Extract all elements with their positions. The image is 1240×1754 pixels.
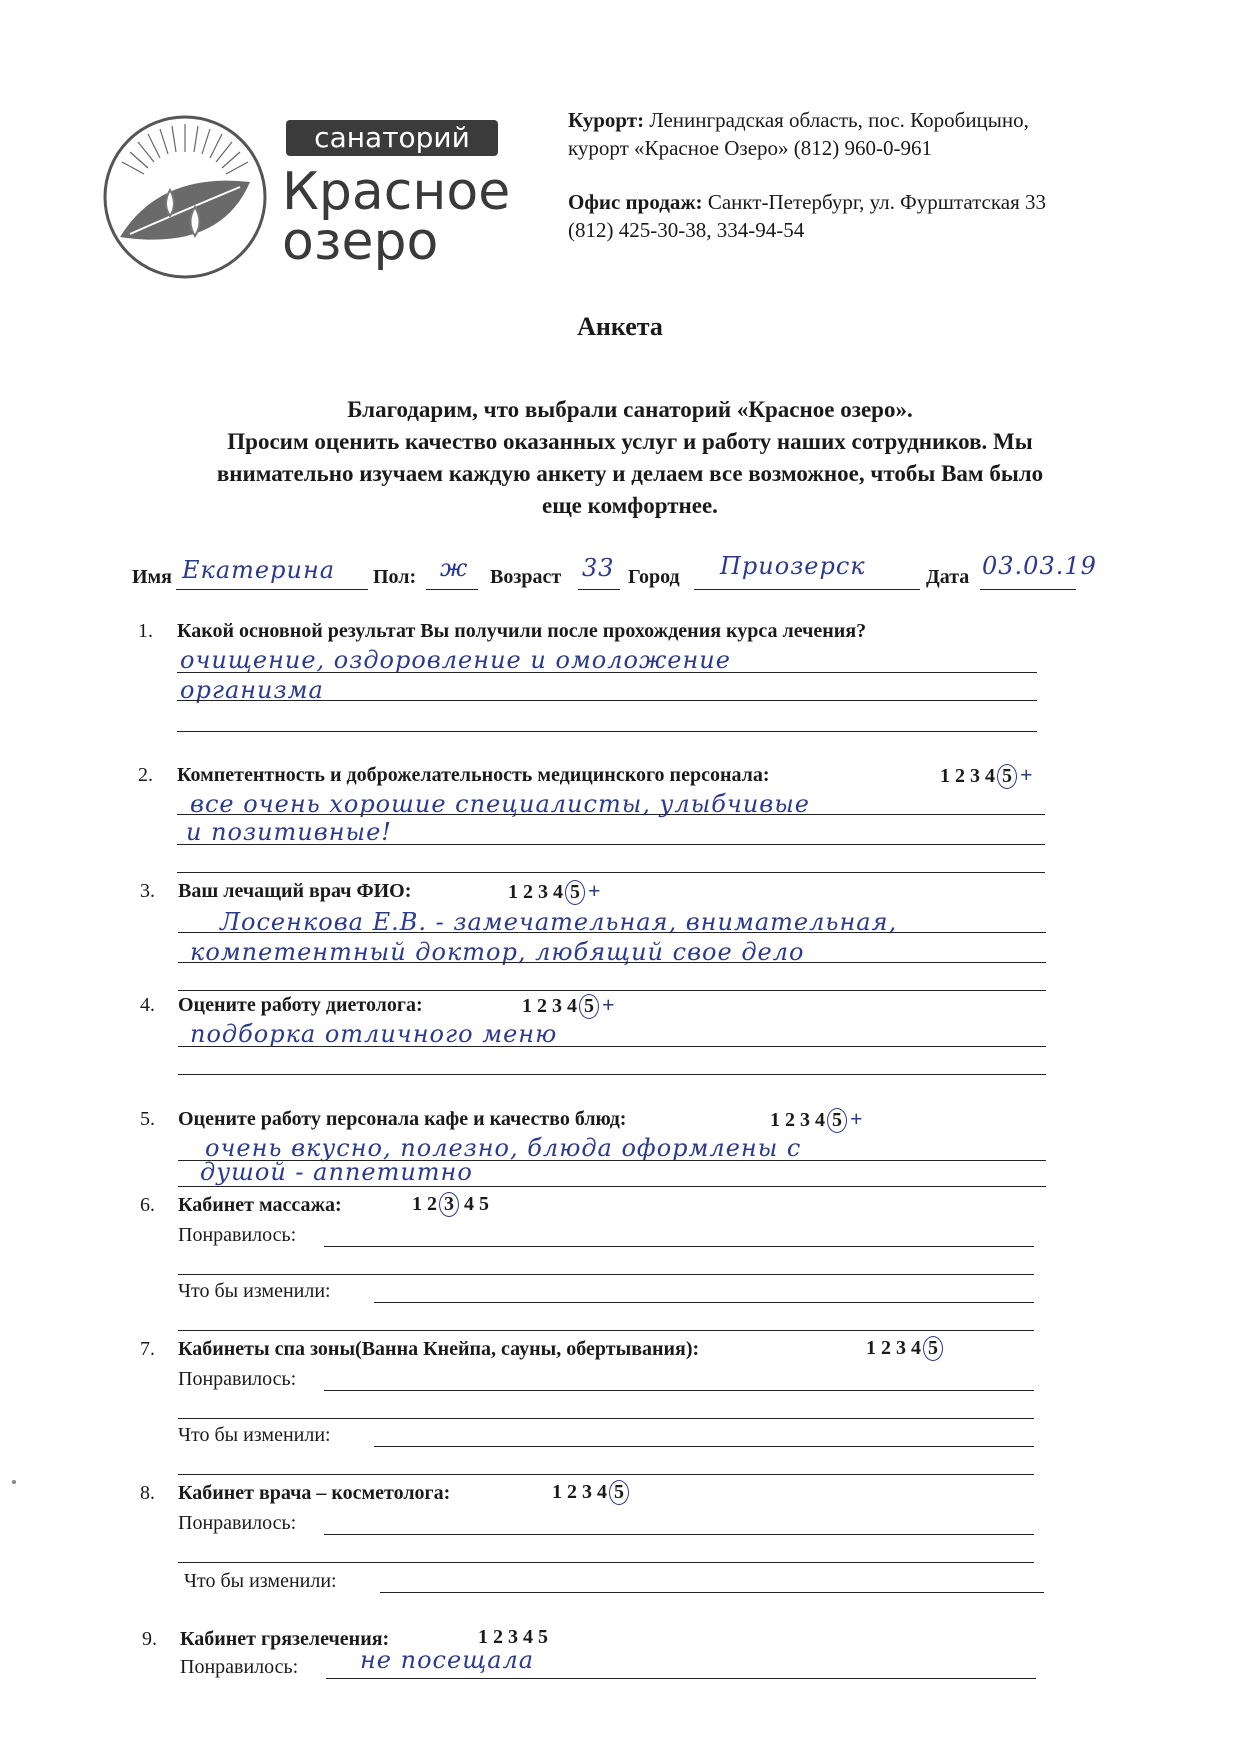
office-line1: Санкт-Петербург, ул. Фурштатская 33 (707, 190, 1046, 214)
change-field[interactable] (380, 1592, 1044, 1593)
rating-selected[interactable]: 5 (827, 1108, 847, 1133)
question-text: Оцените работу персонала кафе и качество блюд: (178, 1108, 627, 1130)
rating-selected[interactable]: 3 (439, 1192, 459, 1217)
liked-field[interactable] (324, 1246, 1034, 1247)
intro-line4: еще комфортнее. (542, 493, 718, 518)
plus-mark: + (1020, 762, 1033, 787)
change-label: Что бы изменили: (178, 1280, 331, 1302)
contacts (568, 106, 1046, 244)
intro-line3: внимательно изучаем каждую анкету и делаем все возможное, чтобы Вам было (216, 461, 1044, 486)
office-line2: (812) 425-30-38, 334-94-54 (568, 218, 805, 242)
logo-emblem-icon (100, 112, 270, 282)
question-number: 8. (140, 1482, 155, 1504)
change-label: Что бы изменили: (184, 1570, 337, 1592)
rating-options[interactable]: 4 5 (464, 1193, 489, 1215)
age-field[interactable]: 33 (582, 554, 615, 582)
question-text: Ваш лечащий врач ФИО: (178, 880, 412, 902)
question-text: Кабинет грязелечения: (180, 1628, 390, 1650)
change-label: Что бы изменили: (178, 1424, 331, 1446)
name-field[interactable]: Екатерина (182, 556, 336, 584)
answer-line[interactable]: очищение, оздоровление и омоложение (180, 646, 731, 674)
plus-mark: + (850, 1106, 863, 1131)
answer-line[interactable]: Лосенкова Е.В. - замечательная, внимательная, (220, 908, 898, 936)
rating-selected[interactable]: 5 (997, 764, 1017, 789)
date-label: Дата (926, 566, 970, 588)
resort-line2: курорт «Красное Озеро» (812) 960-0-961 (568, 136, 933, 160)
liked-label: Понравилось: (178, 1512, 297, 1534)
question-text: Кабинет врача – косметолога: (178, 1482, 451, 1504)
question-number: 6. (140, 1194, 155, 1216)
name-label: Имя (132, 566, 172, 588)
answer-line[interactable]: и позитивные! (186, 818, 392, 846)
logo-badge: санаторий (286, 120, 498, 156)
rating-options[interactable]: 1 2 3 4 (866, 1337, 921, 1359)
rating-scale (508, 878, 601, 905)
rating-scale (522, 992, 615, 1019)
gender-label: Пол: (373, 566, 417, 588)
liked-label: Понравилось: (178, 1368, 297, 1390)
rating-scale (866, 1336, 943, 1361)
logo-name-line1: Красное (282, 162, 511, 222)
rating-options[interactable]: 1 2 3 4 (770, 1109, 825, 1131)
question-text: Какой основной результат Вы получили после прохождения курса лечения? (177, 620, 867, 642)
question-number: 7. (140, 1338, 155, 1360)
resort-line1: Ленинградская область, пос. Коробицыно, (649, 108, 1029, 132)
rating-options[interactable]: 1 2 3 4 (522, 995, 577, 1017)
age-label: Возраст (490, 566, 562, 588)
date-field[interactable]: 03.03.19 (982, 552, 1097, 580)
rating-selected[interactable]: 5 (609, 1480, 629, 1505)
answer-line[interactable]: подборка отличного меню (190, 1020, 558, 1048)
plus-mark: + (588, 878, 601, 903)
answer-line[interactable]: все очень хорошие специалисты, улыбчивые (190, 790, 811, 818)
rating-options[interactable]: 1 2 (412, 1193, 437, 1215)
plus-mark: + (602, 992, 615, 1017)
question-text: Кабинеты спа зоны(Ванна Кнейпа, сауны, обертывания): (178, 1338, 700, 1360)
answer-line[interactable]: очень вкусно, полезно, блюда оформлены с (205, 1134, 802, 1162)
rating-selected[interactable]: 5 (923, 1336, 943, 1361)
change-field[interactable] (374, 1446, 1034, 1447)
rating-scale (940, 762, 1033, 789)
answer-line[interactable]: компетентный доктор, любящий свое дело (190, 938, 805, 966)
office-label: Офис продаж: (568, 190, 703, 214)
intro-text (95, 394, 1165, 522)
page-title: Анкета (577, 312, 663, 341)
question-text: Кабинет массажа: (178, 1194, 342, 1216)
answer-line[interactable]: душой - аппетитно (200, 1158, 473, 1186)
question-number: 5. (140, 1108, 155, 1130)
city-field[interactable]: Приозерск (720, 552, 866, 580)
intro-line1: Благодарим, что выбрали санаторий «Красное озеро». (347, 397, 913, 422)
question-text: Компетентность и доброжелательность медицинского персонала: (177, 764, 770, 786)
liked-field[interactable]: не посещала (360, 1646, 535, 1674)
liked-label: Понравилось: (178, 1224, 297, 1246)
change-field[interactable] (374, 1302, 1034, 1303)
liked-field[interactable] (324, 1390, 1034, 1391)
city-label: Город (628, 566, 680, 588)
rating-scale (770, 1106, 863, 1133)
rating-selected[interactable]: 5 (579, 994, 599, 1019)
intro-line2: Просим оценить качество оказанных услуг и работу наших сотрудников. Мы (227, 429, 1033, 454)
gender-field[interactable]: ж (440, 554, 469, 582)
rating-options[interactable]: 1 2 3 4 (508, 881, 563, 903)
liked-field[interactable] (324, 1534, 1034, 1535)
liked-label: Понравилось: (180, 1656, 299, 1678)
answer-line[interactable]: организма (180, 676, 324, 704)
logo-name-line2: озеро (282, 212, 439, 272)
scan-artifact (12, 1480, 16, 1484)
rating-scale (412, 1192, 489, 1217)
question-number: 2. (138, 764, 153, 786)
rating-options[interactable]: 1 2 3 4 (552, 1481, 607, 1503)
rating-options[interactable]: 1 2 3 4 (940, 765, 995, 787)
rating-selected[interactable]: 5 (565, 880, 585, 905)
question-number: 9. (142, 1628, 157, 1650)
question-number: 4. (140, 994, 155, 1016)
rating-options[interactable]: 1 2 3 4 5 (478, 1626, 548, 1648)
resort-label: Курорт: (568, 108, 645, 132)
question-number: 3. (140, 880, 155, 902)
question-number: 1. (138, 620, 153, 642)
rating-scale (552, 1480, 629, 1505)
question-text: Оцените работу диетолога: (178, 994, 423, 1016)
